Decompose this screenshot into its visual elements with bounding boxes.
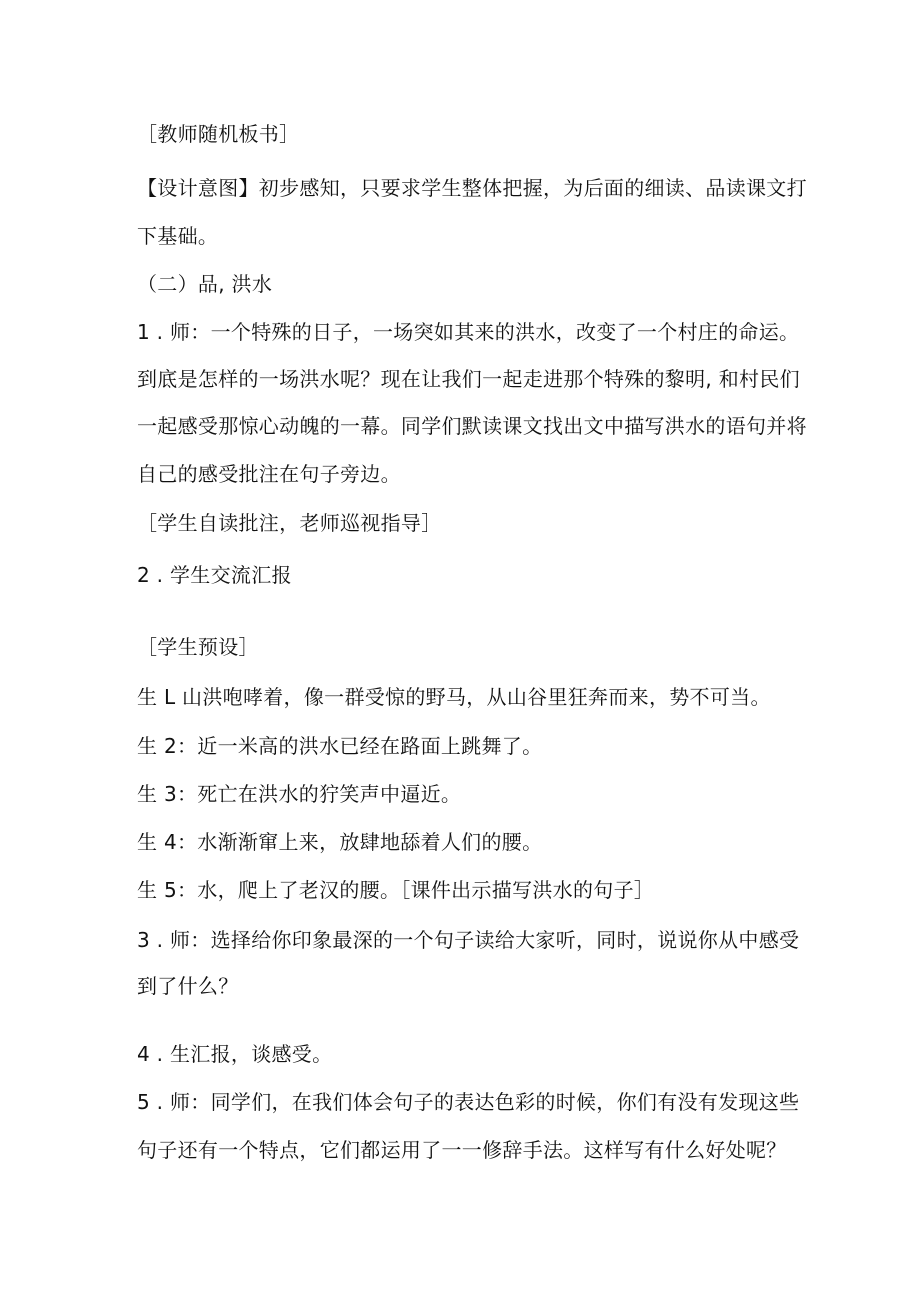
student-answer-3: 生 3：死亡在洪水的狞笑声中逼近。: [137, 782, 462, 806]
student-preset-heading: ［学生预设］: [137, 635, 259, 659]
student-answer-1: 生 L 山洪咆哮着，像一群受惊的野马，从山谷里狂奔而来，势不可当。: [137, 685, 771, 709]
student-answer-2: 生 2：近一米高的洪水已经在路面上跳舞了。: [137, 734, 543, 758]
board-note-line: ［教师随机板书］: [137, 122, 300, 146]
paragraph-3-line-2: 到了什么？: [137, 974, 239, 998]
paragraph-1-line-2: 到底是怎样的一场洪水呢？现在让我们一起走进那个特殊的黎明, 和村民们: [137, 367, 800, 391]
paragraph-2: 2 . 学生交流汇报: [137, 563, 292, 587]
design-intent-line-2: 下基础。: [137, 224, 219, 248]
paragraph-3-line-1: 3 . 师：选择给你印象最深的一个句子读给大家听，同时，说说你从中感受: [137, 928, 800, 952]
student-answer-4: 生 4：水渐渐窜上来，放肆地舔着人们的腰。: [137, 830, 543, 854]
student-answer-5: 生 5：水，爬上了老汉的腰。［课件出示描写洪水的句子］: [137, 878, 655, 902]
design-intent-line-1: 【设计意图】初步感知，只要求学生整体把握，为后面的细读、品读课文打: [137, 176, 807, 200]
paragraph-5-line-1: 5 . 师：同学们，在我们体会句子的表达色彩的时候，你们有没有发现这些: [137, 1090, 800, 1114]
section-heading: （二）品, 洪水: [137, 272, 273, 296]
paragraph-1-line-4: 自己的感受批注在句子旁边。: [137, 462, 401, 486]
paragraph-5-line-2: 句子还有一个特点，它们都运用了一一修辞手法。这样写有什么好处呢？: [137, 1138, 787, 1162]
paragraph-1-line-3: 一起感受那惊心动魄的一幕。同学们默读课文找出文中描写洪水的语句并将: [137, 414, 807, 438]
paragraph-4: 4 . 生汇报，谈感受。: [137, 1042, 333, 1066]
paragraph-1-line-1: 1 . 师：一个特殊的日子，一场突如其来的洪水，改变了一个村庄的命运。: [137, 320, 800, 344]
student-annotation-note: ［学生自读批注，老师巡视指导］: [137, 511, 442, 535]
